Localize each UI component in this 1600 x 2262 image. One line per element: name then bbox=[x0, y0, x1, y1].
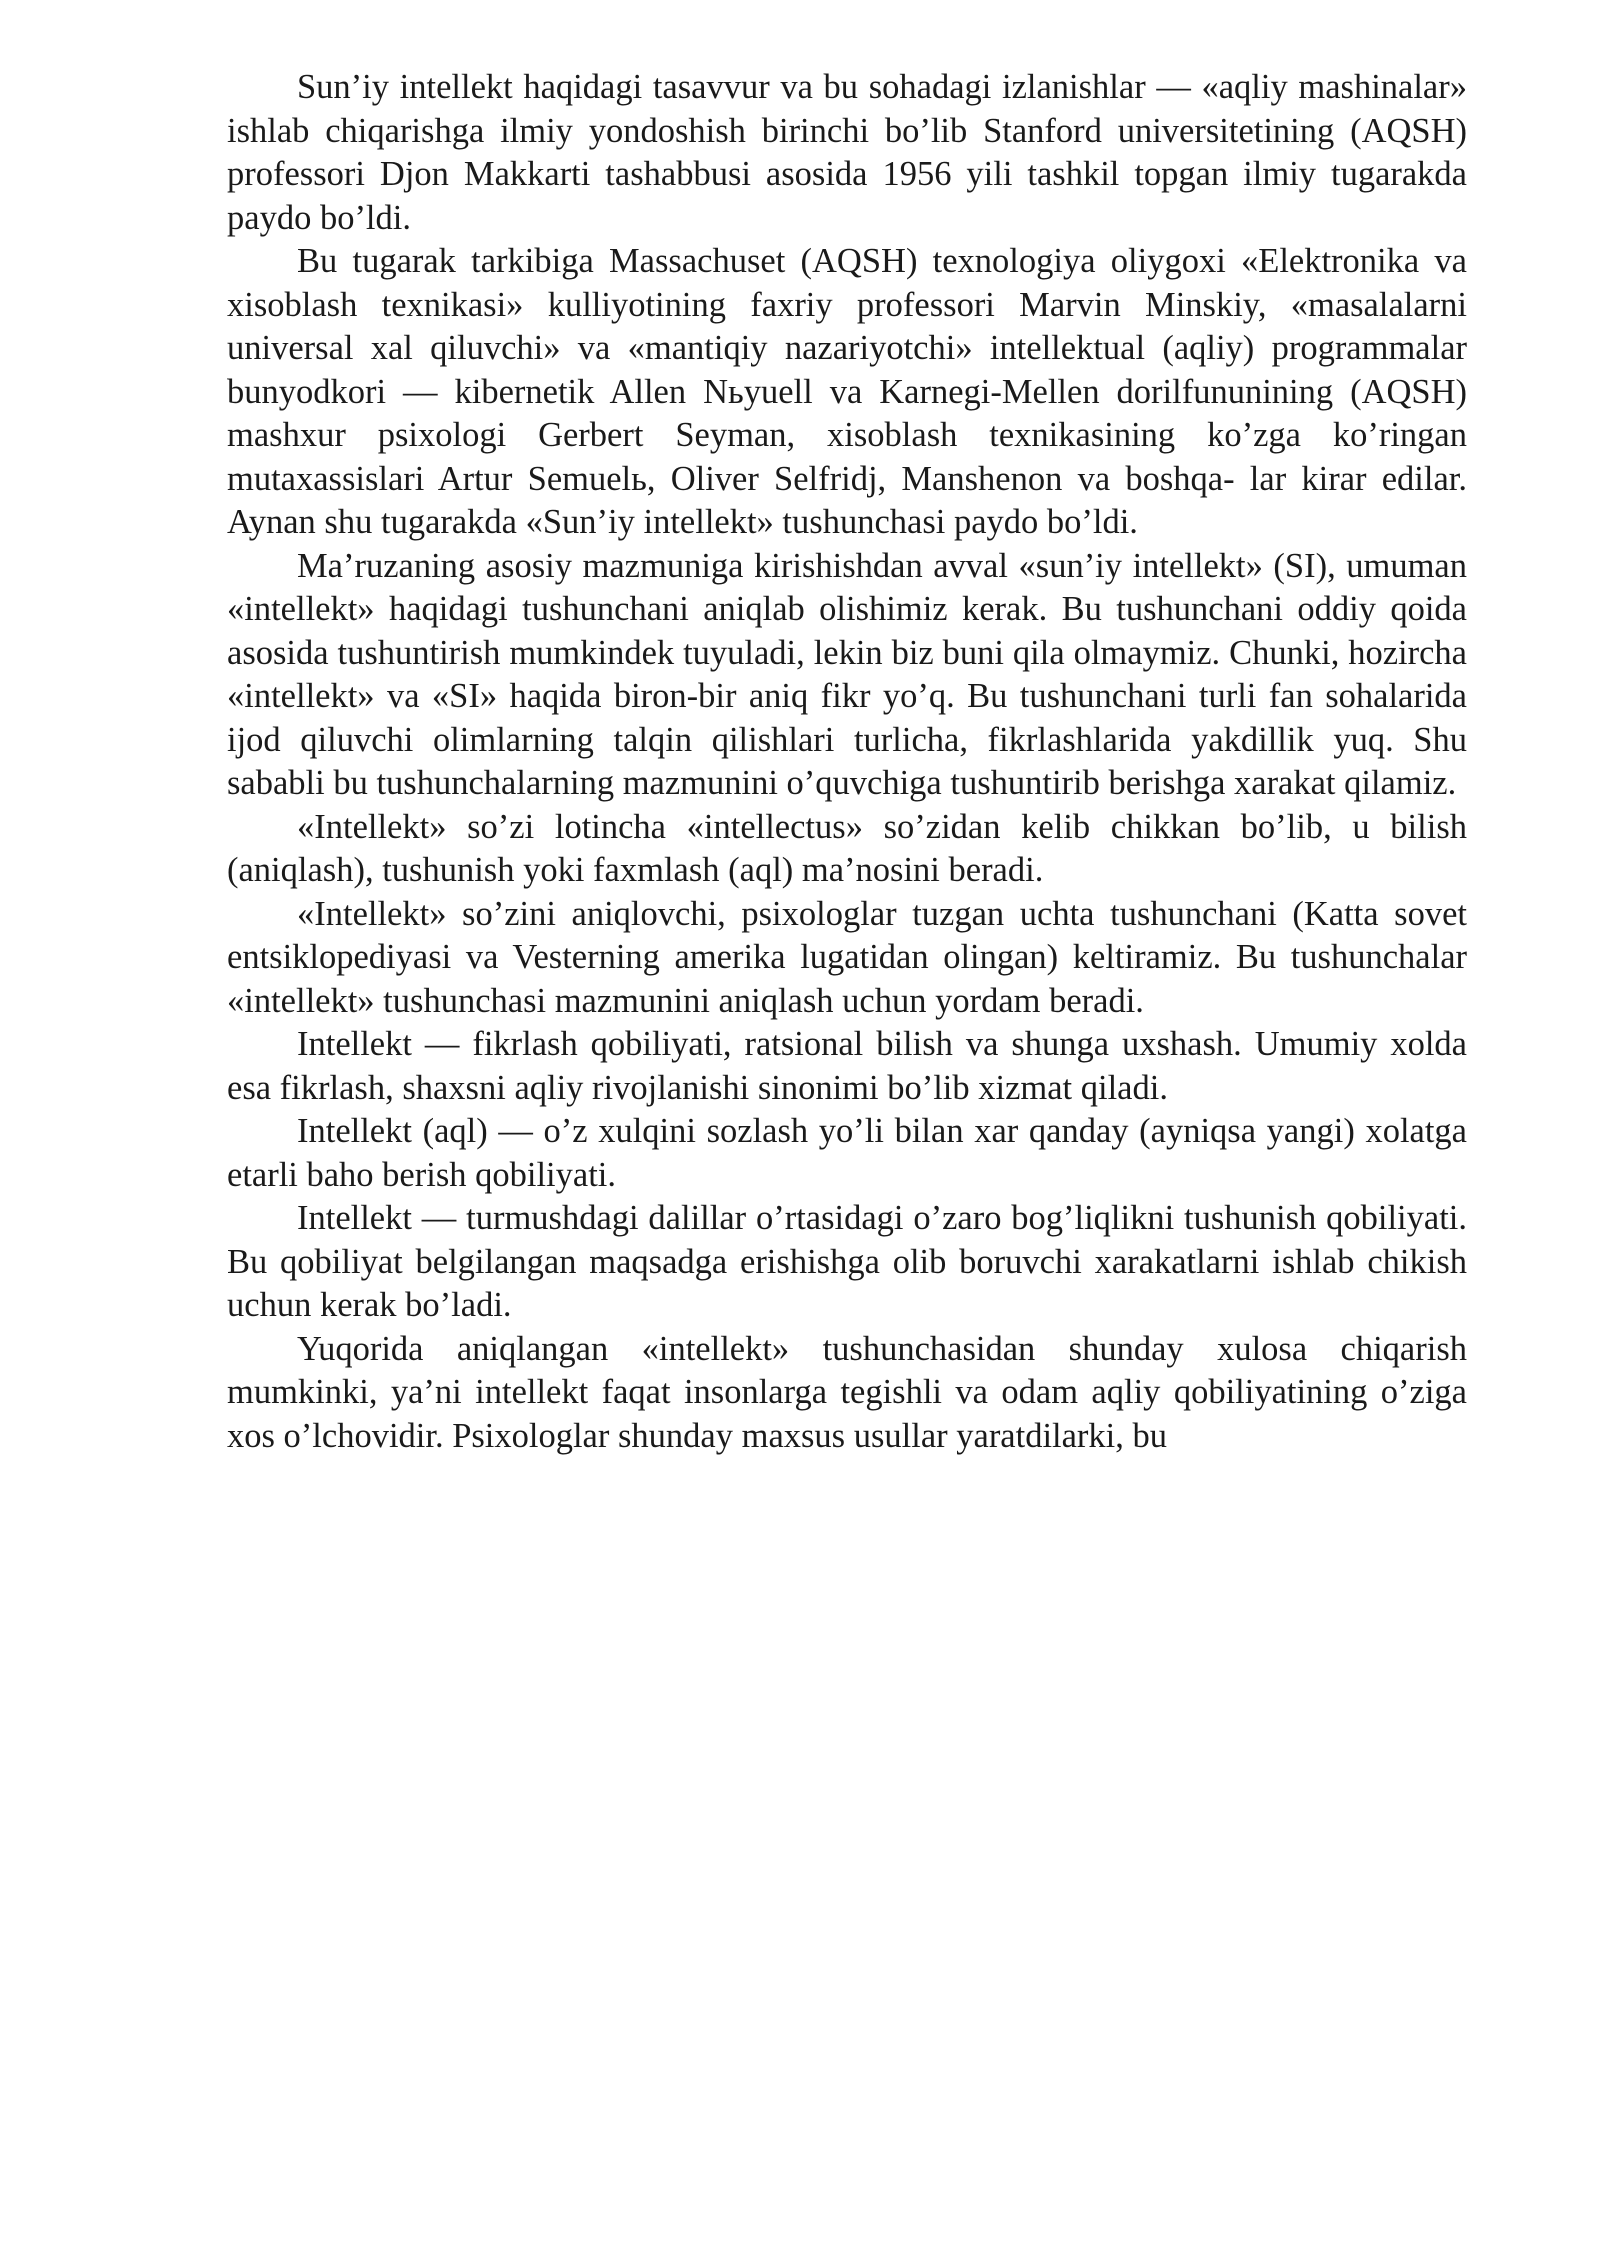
paragraph: Bu tugarak tarkibiga Massachuset (AQSH) texnologiya oliygoxi «Elektronika va xisoblash texnikasi» kulliyotining faxriy professori Marvin Minskiy, «masalalarni universal xal qiluvchi» va «mantiqiy nazariyotchi» intellektual (aqliy) programmalar bunyodkori — kibernetik Allen Nьyuell va Karnegi-Mellen dorilfununining (AQSH) mashxur psixologi Gerbert Seyman, xisoblash texnikasining ko’zga ko’ringan mutaxassislari Artur Semuelь, Oliver Selfridj, Manshenon va boshqa- lar kirar edilar. Aynan shu tugarakda «Sun’iy intellekt» tushunchasi paydo bo’ldi. bbox=[227, 242, 1467, 541]
paragraph: Ma’ruzaning asosiy mazmuniga kirishishdan avval «sun’iy intellekt» (SI), umuman «intellekt» haqidagi tushunchani aniqlab olishimiz kerak. Bu tushunchani oddiy qoida asosida tushuntirish mumkindek tuyuladi, lekin biz buni qila olmaymiz. Chunki, hozircha «intellekt» va «SI» haqida biron-bir aniq fikr yo’q. Bu tushunchani turli fan sohalarida ijod qiluvchi olimlarning talqin qilishlari turlicha, fikrlashlarida yakdillik yuq. Shu sababli bu tushunchalarning mazmunini o’quvchiga tushuntirib berishga xarakat qilamiz. bbox=[227, 546, 1467, 802]
paragraph: «Intellekt» so’zi lotincha «intellectus» so’zidan kelib chikkan bo’lib, u bilish (aniqlash), tushunish yoki faxmlash (aql) ma’nosini beradi. bbox=[227, 807, 1467, 889]
paragraph: Intellekt (aql) — o’z xulqini sozlash yo’li bilan xar qanday (ayniqsa yangi) xolatga etarli baho berish qobiliyati. bbox=[227, 1112, 1467, 1194]
paragraph: Sun’iy intellekt haqidagi tasavvur va bu sohadagi izlanishlar — «aqliy mashinalar» ishlab chiqarishga ilmiy yondoshish birinchi bo’lib Stanford universitetining (AQSH) professori Djon Makkarti tashabbusi asosida 1956 yili tashkil topgan ilmiy tugarakda paydo bo’ldi. bbox=[227, 68, 1467, 237]
paragraph: «Intellekt» so’zini aniqlovchi, psixologlar tuzgan uchta tushunchani (Katta sovet entsiklopediyasi va Vesterning amerika lugatidan olingan) keltiramiz. Bu tushunchalar «intellekt» tushunchasi mazmunini aniqlash uchun yordam beradi. bbox=[227, 894, 1467, 1020]
paragraph: Intellekt — fikrlash qobiliyati, ratsional bilish va shunga uxshash. Umumiy xolda esa fikrlash, shaxsni aqliy rivojlanishi sinonimi bo’lib xizmat qiladi. bbox=[227, 1025, 1467, 1107]
paragraph: Intellekt — turmushdagi dalillar o’rtasidagi o’zaro bog’liqlikni tushunish qobiliyati. Bu qobiliyat belgilangan maqsadga erishishga olib boruvchi xarakatlarni ishlab chikish uchun kerak bo’ladi. bbox=[227, 1199, 1467, 1324]
document-page bbox=[227, 66, 1467, 1458]
paragraph: Yuqorida aniqlangan «intellekt» tushunchasidan shunday xulosa chiqarish mumkinki, ya’ni intellekt faqat insonlarga tegishli va odam aqliy qobiliyatining o’ziga xos o’lchovidir. Psixologlar shunday maxsus usullar yaratdilarki, bu bbox=[227, 1329, 1467, 1455]
